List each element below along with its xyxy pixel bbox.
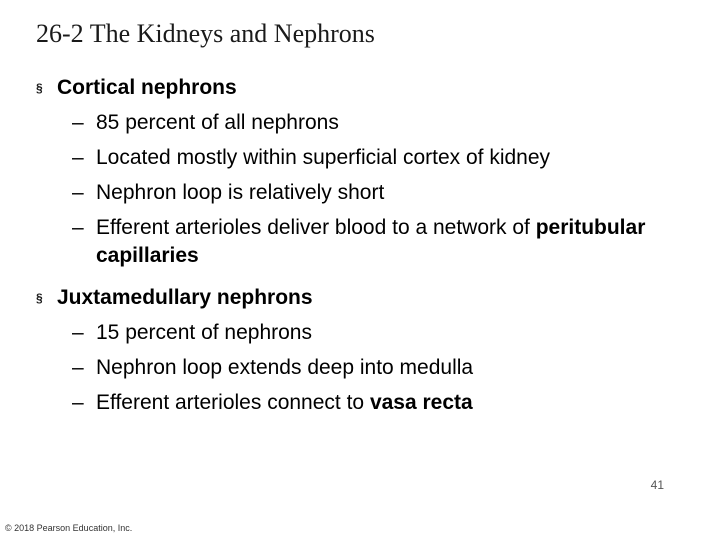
list-item-text: Nephron loop extends deep into medulla: [96, 356, 474, 379]
section-heading-text: Cortical nephrons: [57, 76, 237, 99]
copyright-notice: © 2018 Pearson Education, Inc.: [5, 523, 133, 533]
list-item-text: [96, 214, 696, 270]
dash-icon: –: [72, 391, 84, 414]
list-item-text: 85 percent of all nephrons: [96, 111, 339, 134]
section-juxtamedullary-nephrons: [36, 284, 696, 424]
list-item-text: Nephron loop is relatively short: [96, 181, 385, 204]
dash-icon: –: [72, 356, 84, 379]
section-heading-text: Juxtamedullary nephrons: [57, 286, 313, 309]
list-item-plain-text: Efferent arterioles connect to: [96, 391, 370, 414]
dash-icon: –: [72, 146, 84, 169]
list-item-text: 15 percent of nephrons: [96, 321, 312, 344]
list-item: [72, 319, 696, 347]
list-item-bold-term: vasa recta: [369, 391, 473, 414]
section-bullet-icon: §: [36, 291, 43, 305]
list-item-plain-text: Efferent arterioles deliver blood to a network of: [96, 216, 536, 239]
list-item-bold-term: peritubular capillaries: [96, 216, 646, 267]
list-item: [72, 389, 696, 417]
list-item-text: Located mostly within superficial cortex of kidney: [96, 146, 551, 169]
sub-list: [36, 319, 696, 417]
sub-list: [36, 109, 696, 270]
section-heading: [36, 284, 696, 312]
list-item: [72, 214, 696, 270]
section-heading: [36, 74, 696, 102]
dash-icon: –: [72, 321, 84, 344]
list-item: [72, 109, 696, 137]
section-cortical-nephrons: [36, 74, 696, 277]
dash-icon: –: [72, 111, 84, 134]
dash-icon: –: [72, 216, 84, 239]
list-item-text: [96, 389, 696, 417]
page-number: 41: [650, 478, 664, 492]
list-item: [72, 144, 696, 172]
section-bullet-icon: §: [36, 81, 43, 95]
list-item: [72, 354, 696, 382]
list-item: [72, 179, 696, 207]
slide-title: 26-2 The Kidneys and Nephrons: [36, 19, 375, 48]
dash-icon: –: [72, 181, 84, 204]
